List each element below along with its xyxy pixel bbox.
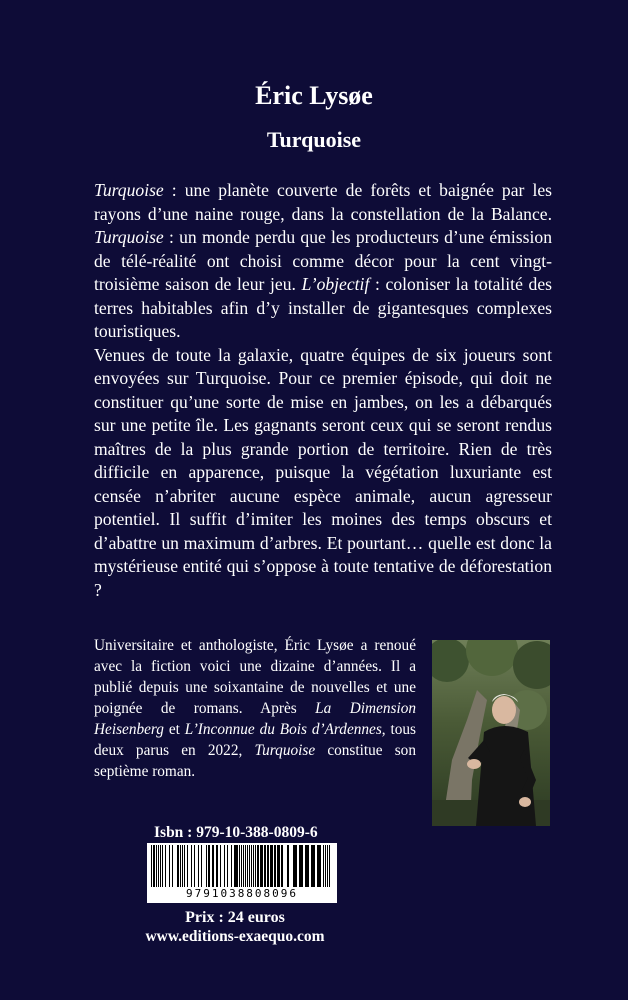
- price: Prix : 24 euros: [185, 909, 285, 926]
- bio-text-2: et: [163, 721, 185, 738]
- barcode-bar: [184, 845, 185, 887]
- author-photo: [432, 640, 550, 826]
- barcode-bar: [177, 845, 179, 887]
- author-photo-illustration: [432, 640, 550, 826]
- barcode-bars: [147, 843, 337, 889]
- barcode-bar: [156, 845, 157, 887]
- bio-text-4: constitue son septième roman.: [94, 742, 416, 780]
- barcode-bar: [293, 845, 297, 887]
- synopsis-paragraph-2: Venues de toute la galaxie, quatre équipes de six joueurs sont envoyées sur Turquoise. Pour ce premier épisode, qui doit ne constituer qu’une sorte de mise en jambes, on les a débarqués sur une petite île. Les gagnants seront ceux qui se seront rendus maîtres de la plus grande portion de territoire. Rien de très difficile en apparence, puisque la végétation luxuriante est censée n’abriter aucune espèce animale, aucun agresseur potentiel. Il suffit d’imiter les moines des temps obscurs et d’abattre un maximum d’arbres. Et pourtant… quelle est donc la mystérieuse entité qui s’oppose à toute tentative de déforestation ?: [94, 344, 552, 600]
- barcode-bar: [329, 845, 330, 887]
- barcode-bar: [194, 845, 195, 887]
- barcode-bar: [267, 845, 269, 887]
- synopsis-text-3: : coloniser la totalité des terres habitables afin d’y installer de gigantesques complexes touristiques.: [94, 274, 552, 341]
- synopsis: [94, 179, 552, 602]
- barcode-bar: [317, 845, 321, 887]
- barcode-bar: [191, 845, 192, 887]
- barcode-bar: [151, 845, 152, 887]
- barcode-bar: [201, 845, 202, 887]
- barcode-bar: [260, 845, 263, 887]
- barcode-bar: [224, 845, 225, 887]
- synopsis-objective-em: L’objectif: [301, 274, 370, 294]
- bio-book-3: Turquoise: [254, 742, 316, 759]
- barcode-bar: [165, 845, 166, 887]
- barcode-bar: [227, 845, 228, 887]
- author-bio: [94, 635, 416, 782]
- barcode-bar: [255, 845, 256, 887]
- barcode-bar: [311, 845, 315, 887]
- barcode-bar: [212, 845, 214, 887]
- synopsis-text-1: : une planète couverte de forêts et baignée par les rayons d’une naine rouge, dans la constellation de la Balance.: [94, 180, 552, 224]
- barcode-bar: [277, 845, 280, 887]
- barcode-bar: [274, 845, 276, 887]
- barcode-bar: [182, 845, 183, 887]
- author-name: Éric Lysøe: [255, 81, 373, 110]
- publisher-website[interactable]: www.editions-exaequo.com: [145, 928, 325, 945]
- isbn-label: Isbn : 979-10-388-0809-6: [154, 824, 318, 841]
- bio-book-2: L’Inconnue du Bois d’Ardennes: [184, 721, 382, 738]
- synopsis-title-em-1: Turquoise: [94, 180, 164, 200]
- bio-text-3: , tous deux parus en 2022,: [94, 721, 416, 759]
- barcode-bar: [257, 845, 259, 887]
- barcode-bar: [239, 845, 240, 887]
- synopsis-title-em-2: Turquoise: [94, 227, 164, 247]
- book-title: Turquoise: [266, 127, 362, 152]
- barcode-bar: [249, 845, 250, 887]
- barcode-bar: [172, 845, 173, 887]
- barcode-bar: [299, 845, 303, 887]
- barcode-bar: [208, 845, 210, 887]
- synopsis-paragraph-1: [94, 179, 552, 344]
- barcode-bar: [287, 845, 289, 887]
- barcode-bar: [327, 845, 328, 887]
- barcode-bar: [206, 845, 207, 887]
- barcode-bar: [158, 845, 159, 887]
- barcode-bar: [162, 845, 163, 887]
- barcode-bar: [234, 845, 238, 887]
- barcode-bar: [187, 845, 188, 887]
- barcode-bar: [323, 845, 324, 887]
- barcode-bar: [160, 845, 161, 887]
- bio-text-1: Universitaire et anthologiste, Éric Lysøe a renoué avec la fiction voici une dizaine d’années. Il a publié depuis une soixantaine de nouvelles et une poignée de romans. Après: [94, 637, 416, 717]
- barcode-bar: [243, 845, 244, 887]
- barcode-bar: [231, 845, 232, 887]
- barcode-bar: [153, 845, 155, 887]
- barcode-bar: [198, 845, 199, 887]
- barcode: [147, 843, 337, 903]
- barcode-bar: [281, 845, 283, 887]
- barcode-bar: [264, 845, 266, 887]
- barcode-bar: [251, 845, 252, 887]
- barcode-bar: [241, 845, 242, 887]
- barcode-digits: 9791038808096: [185, 887, 299, 900]
- barcode-bar: [325, 845, 326, 887]
- barcode-bar: [180, 845, 181, 887]
- barcode-bar: [216, 845, 218, 887]
- barcode-bar: [169, 845, 170, 887]
- barcode-bar: [253, 845, 254, 887]
- barcode-bar: [220, 845, 221, 887]
- bio-book-1: La Dimension Heisenberg: [94, 700, 417, 738]
- barcode-bar: [247, 845, 248, 887]
- barcode-bar: [305, 845, 309, 887]
- barcode-bar: [270, 845, 273, 887]
- synopsis-text-2: : un monde perdu que les producteurs d’une émission de télé-réalité ont choisi comme décor pour la cent vingt-troisième saison de leur jeu.: [94, 227, 552, 294]
- barcode-bar: [245, 845, 246, 887]
